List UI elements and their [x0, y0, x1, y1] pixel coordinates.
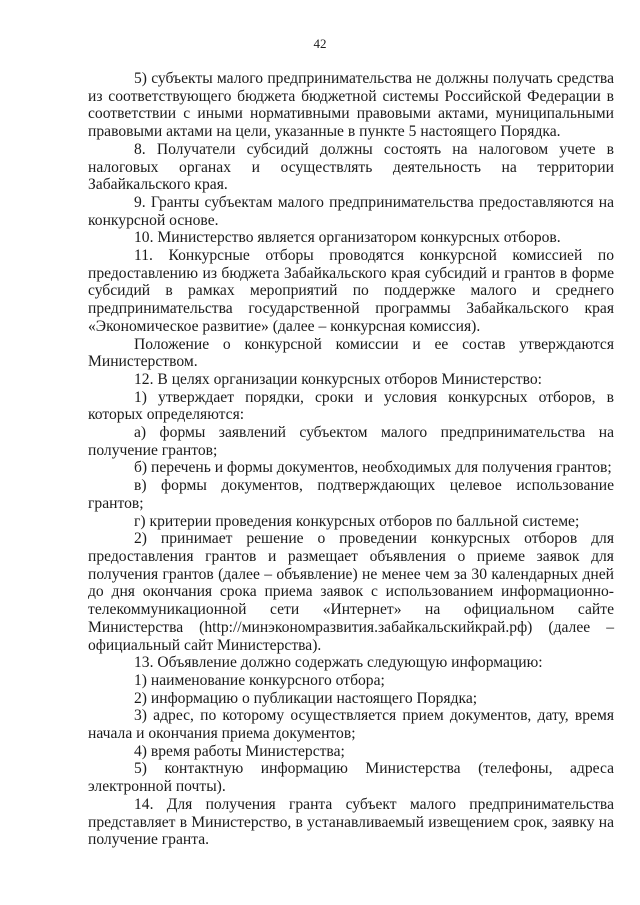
- paragraph-9: а) формы заявлений субъектом малого предпринимательства на получение грантов;: [88, 424, 614, 459]
- paragraph-2: 8. Получатели субсидий должны состоять на налоговом учете в налоговых органах и осуществлять деятельность на территории Забайкальского края.: [88, 140, 614, 194]
- paragraph-10: б) перечень и формы документов, необходимых для получения грантов;: [134, 459, 612, 477]
- paragraph-19: 5) контактную информацию Министерства (телефоны, адреса электронной почты).: [88, 760, 614, 796]
- paragraph-11: в) формы документов, подтверждающих целевое использование грантов;: [88, 477, 614, 512]
- page-number: 42: [313, 36, 327, 51]
- paragraph-15: 1) наименование конкурсного отбора;: [134, 671, 385, 689]
- paragraph-18: 4) время работы Министерства;: [134, 742, 345, 760]
- document-body: [88, 70, 614, 849]
- paragraph-8: 1) утверждает порядки, сроки и условия конкурсных отборов, в которых определяются:: [88, 388, 614, 424]
- paragraph-4: 10. Министерство является организатором конкурсных отборов.: [134, 229, 561, 247]
- paragraph-14: 13. Объявление должно содержать следующую информацию:: [134, 654, 543, 672]
- paragraph-7: 12. В целях организации конкурсных отборов Министерство:: [134, 370, 543, 388]
- paragraph-5: 11. Конкурсные отборы проводятся конкурсной комиссией по предоставлению из бюджета Забайкальского края субсидий и грантов в форме субсидий в рамках мероприятий по поддержке малого и среднего предпринимательства государственной программы Забайкальского края «Экономическое развитие» (далее – конкурсная комиссия).: [88, 247, 614, 335]
- paragraph-16: 2) информацию о публикации настоящего Порядка;: [134, 689, 478, 707]
- paragraph-20: 14. Для получения гранта субъект малого предпринимательства представляет в Министерство, в устанавливаемый извещением срок, заявку на получение гранта.: [88, 795, 614, 849]
- paragraph-6: Положение о конкурсной комиссии и ее состав утверждаются Министерством.: [88, 335, 614, 371]
- paragraph-1: 5) субъекты малого предпринимательства не должны получать средства из соответствующего бюджета бюджетной системы Российской Федерации в соответствии с иными нормативными правовыми актами, муниципальными правовыми актами на цели, указанные в пункте 5 настоящего Порядка.: [88, 70, 614, 141]
- paragraph-12: г) критерии проведения конкурсных отборов по балльной системе;: [134, 512, 580, 530]
- paragraph-13: 2) принимает решение о проведении конкурсных отборов для предоставления грантов и размещает объявления о приеме заявок для получения грантов (далее – объявление) не менее чем за 30 календарных дней до дня окончания срока приема заявок с использованием информационно-телекоммуникационной сети «Интернет» на официальном сайте Министерства (http://минэкономразвития.забайкальскийкрай.рф) (далее – официальный сайт Министерства).: [88, 530, 614, 654]
- paragraph-3: 9. Гранты субъектам малого предпринимательства предоставляются на конкурсной основе.: [88, 193, 614, 229]
- paragraph-17: 3) адрес, по которому осуществляется прием документов, дату, время начала и окончания приема документов;: [88, 707, 614, 743]
